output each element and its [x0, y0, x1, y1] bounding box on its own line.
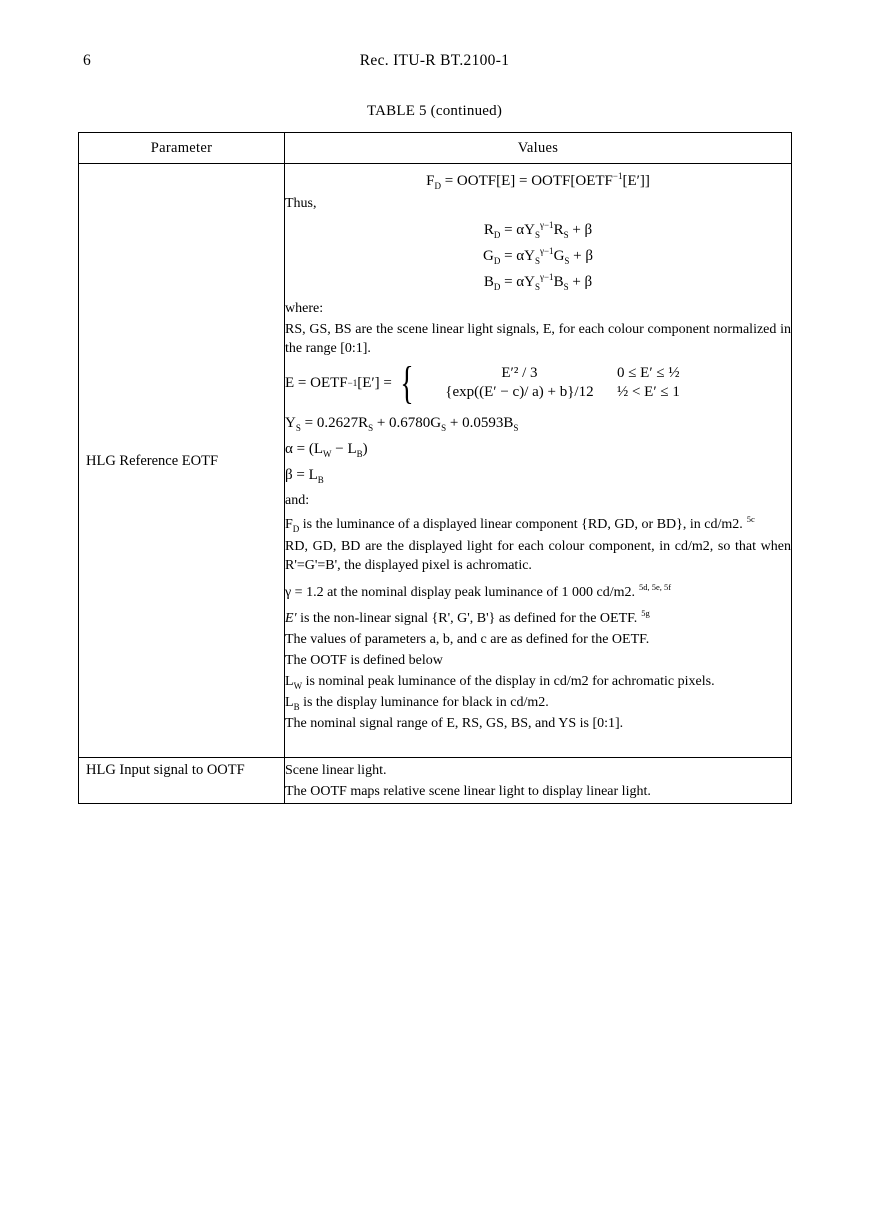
equation-fd: $F_D$ = OOTF[E] = $OOTF[OETF^{-1}[E']]$ — [426, 171, 650, 191]
table-header-row — [79, 133, 792, 164]
column-header-values: Values — [285, 133, 792, 164]
parameter-label: HLG Input signal to OOTF — [86, 762, 245, 778]
parameters-table — [78, 132, 792, 804]
page-number: 6 — [83, 52, 91, 69]
values-cell — [285, 758, 792, 804]
table-row — [79, 758, 792, 804]
scene-signals-description: RS, GS, BS are the scene linear light signals, E, for each colour component normalized in the range [0:1]. — [285, 322, 791, 356]
lw-description: $L_W$ is nominal peak luminance of the display in cd/m2 for achromatic pixels. — [285, 674, 715, 691]
parameter-cell — [79, 758, 285, 804]
equation-eotf-inverse: E = OETF −1 [E′] = { E′² / 3 0 ≤ E′ ≤ ½ {exp((E′ − c)/ a) + b}/12 ½ < E′ ≤ 1 — [285, 362, 791, 404]
fd-description: $F_D$ is the luminance of a displayed linear component {RD, GD, or BD}, in cd/m2. $^{5c}$ — [285, 514, 755, 534]
document-reference: Rec. ITU-R BT.2100-1 — [359, 52, 510, 69]
parameter-cell — [79, 164, 285, 758]
equation-rd: $R_D = \alpha Y_S^{\gamma-1}R_S + \beta$ — [483, 220, 593, 240]
where-text: where: — [285, 301, 324, 316]
page-header — [0, 52, 869, 74]
scene-linear-light-text: Scene linear light. — [285, 763, 387, 778]
piecewise-case-2: {exp((E′ − c)/ a) + b}/12 ½ < E′ ≤ 1 — [445, 384, 680, 400]
equation-ys: $Y_S = 0.2627R_S + 0.6780G_S + 0.0593B_S$ — [285, 415, 519, 433]
gamma-description: γ = 1.2 at the nominal display peak luminance of 1 000 cd/m2. $^{5d, 5e, 5f}$ — [285, 582, 672, 600]
values-cell — [285, 164, 792, 758]
piecewise-cases — [422, 365, 717, 401]
parameter-label: HLG Reference EOTF — [86, 453, 219, 469]
table-caption: TABLE 5 (continued) — [366, 103, 503, 119]
rd-description: RD, GD, BD are the displayed light for each colour component, in cd/m2, so that when R'=G'=B', the displayed pixel is achromatic. — [285, 539, 791, 573]
ootf-description: The OOTF is defined below — [285, 653, 443, 668]
lb-description: $L_B$ is the display luminance for black in cd/m2. — [285, 695, 549, 712]
column-header-parameter: Parameter — [79, 133, 285, 164]
table-row — [79, 164, 792, 758]
thus-text: Thus, — [285, 196, 317, 211]
signal-range-description: The nominal signal range of E, RS, GS, BS, and YS is [0:1]. — [285, 716, 624, 731]
equation-alpha: $\alpha = (L_W - L_B)$ — [285, 441, 368, 459]
equation-bd: $B_D = \alpha Y_S^{\gamma-1}B_S + \beta$ — [483, 272, 593, 292]
piecewise-case-1: E′² / 3 0 ≤ E′ ≤ ½ — [501, 365, 680, 381]
equation-beta: $\beta = L_B$ — [285, 467, 324, 485]
and-text: and: — [285, 493, 310, 508]
brace-symbol: { — [400, 357, 414, 408]
ootf-maps-text: The OOTF maps relative scene linear light to display linear light. — [285, 784, 651, 799]
parameters-description: The values of parameters a, b, and c are as defined for the OETF. — [285, 632, 650, 647]
equation-gd: $G_D = \alpha Y_S^{\gamma-1}G_S + \beta$ — [482, 246, 594, 266]
eprime-description: E′ is the non-linear signal {R', G', B'} as defined for the OETF. $^{5g}$ — [285, 608, 650, 626]
